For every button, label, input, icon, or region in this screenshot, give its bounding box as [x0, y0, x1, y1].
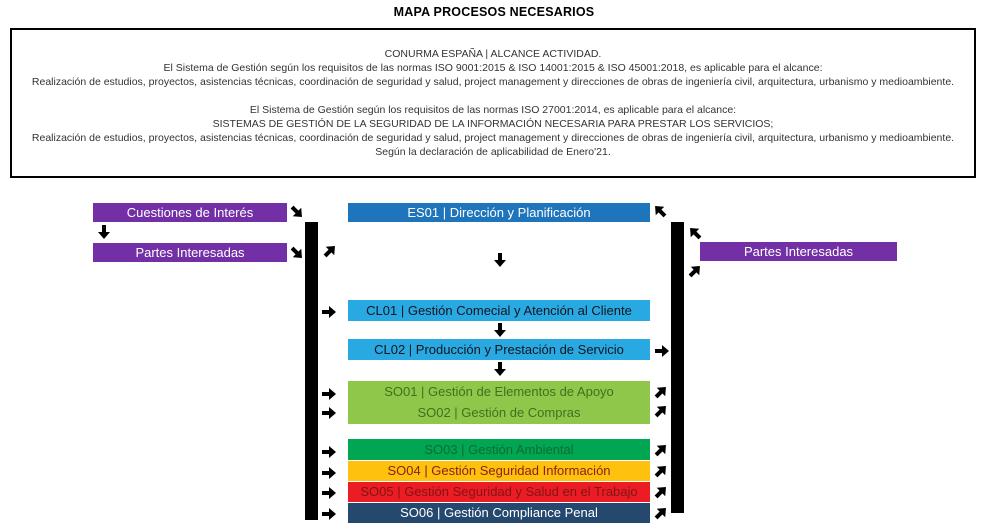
arrow-down-icon — [492, 322, 508, 338]
box-so02-label: SO02 | Gestión de Compras — [417, 405, 581, 420]
arrow-right-icon — [321, 405, 337, 421]
box-so01-so02 — [348, 381, 650, 424]
scope-line-5: SISTEMAS DE GESTIÓN DE LA SEGURIDAD DE LA INFORMACIÓN NECESARIA PARA PRESTAR LOS SERVICIOS; — [212, 118, 774, 130]
scope-paragraph-gap — [12, 89, 974, 103]
scope-line-3: Realización de estudios, proyectos, asistencias técnicas, coordinación de seguridad y salud, project management y direcciones de obras de ingeniería civil, arquitectura, urbanismo y medioambiente. — [31, 76, 955, 88]
arrow-up-right-icon — [650, 481, 673, 504]
box-so06: SO06 | Gestión Compliance Penal — [348, 503, 650, 523]
arrow-down-icon — [492, 252, 508, 268]
box-cl01: CL01 | Gestión Comecial y Atención al Cliente — [348, 300, 650, 321]
box-cl02: CL02 | Producción y Prestación de Servicio — [348, 339, 650, 360]
arrow-up-left-icon — [649, 200, 672, 223]
arrow-right-icon — [321, 304, 337, 320]
arrow-right-icon — [321, 465, 337, 481]
box-cuestiones-interes: Cuestiones de Interés — [93, 203, 287, 222]
box-so04: SO04 | Gestión Seguridad Información — [348, 461, 650, 481]
scope-line-2: El Sistema de Gestión según los requisitos de las normas ISO 9001:2015 & ISO 14001:2015 & ISO 45001:2018, es aplicable para el alcance: — [163, 62, 823, 74]
scope-statement-box — [10, 28, 976, 178]
arrow-right-icon — [321, 506, 337, 522]
arrow-down-icon — [492, 361, 508, 377]
arrow-up-left-icon — [684, 222, 707, 245]
scope-line-4: El Sistema de Gestión según los requisitos de las normas ISO 27001:2014, es aplicable para el alcance: — [249, 104, 737, 116]
arrow-down-right-icon — [286, 201, 309, 224]
box-es01: ES01 | Dirección y Planificación — [348, 203, 650, 222]
scope-line-1: CONURMA ESPAÑA | ALCANCE ACTIVIDAD. — [384, 48, 602, 60]
flow-bar-right — [671, 222, 684, 513]
page-title: MAPA PROCESOS NECESARIOS — [393, 5, 595, 19]
box-so05: SO05 | Gestión Seguridad y Salud en el Trabajo — [348, 482, 650, 502]
arrow-up-right-icon — [684, 260, 707, 283]
arrow-up-right-icon — [650, 502, 673, 525]
arrow-down-icon — [96, 224, 112, 240]
arrow-right-icon — [321, 485, 337, 501]
arrow-up-right-icon — [650, 400, 673, 423]
box-so01-label: SO01 | Gestión de Elementos de Apoyo — [384, 384, 614, 399]
arrow-up-right-icon — [650, 460, 673, 483]
arrow-right-icon — [321, 386, 337, 402]
scope-line-6: Realización de estudios, proyectos, asistencias técnicas, coordinación de seguridad y salud, project management y direcciones de obras de ingeniería civil, arquitectura, urbanismo y medioambiente. — [31, 132, 955, 144]
scope-line-7: Según la declaración de aplicabilidad de Enero'21. — [375, 146, 611, 158]
box-partes-interesadas-left: Partes Interesadas — [93, 243, 287, 262]
arrow-up-right-icon — [650, 439, 673, 462]
box-partes-interesadas-right: Partes Interesadas — [700, 242, 897, 261]
arrow-up-right-icon — [319, 240, 342, 263]
arrow-right-icon — [654, 343, 670, 359]
flow-bar-left — [305, 222, 318, 520]
box-so03: SO03 | Gestión Ambiental — [348, 439, 650, 460]
arrow-right-icon — [321, 444, 337, 460]
